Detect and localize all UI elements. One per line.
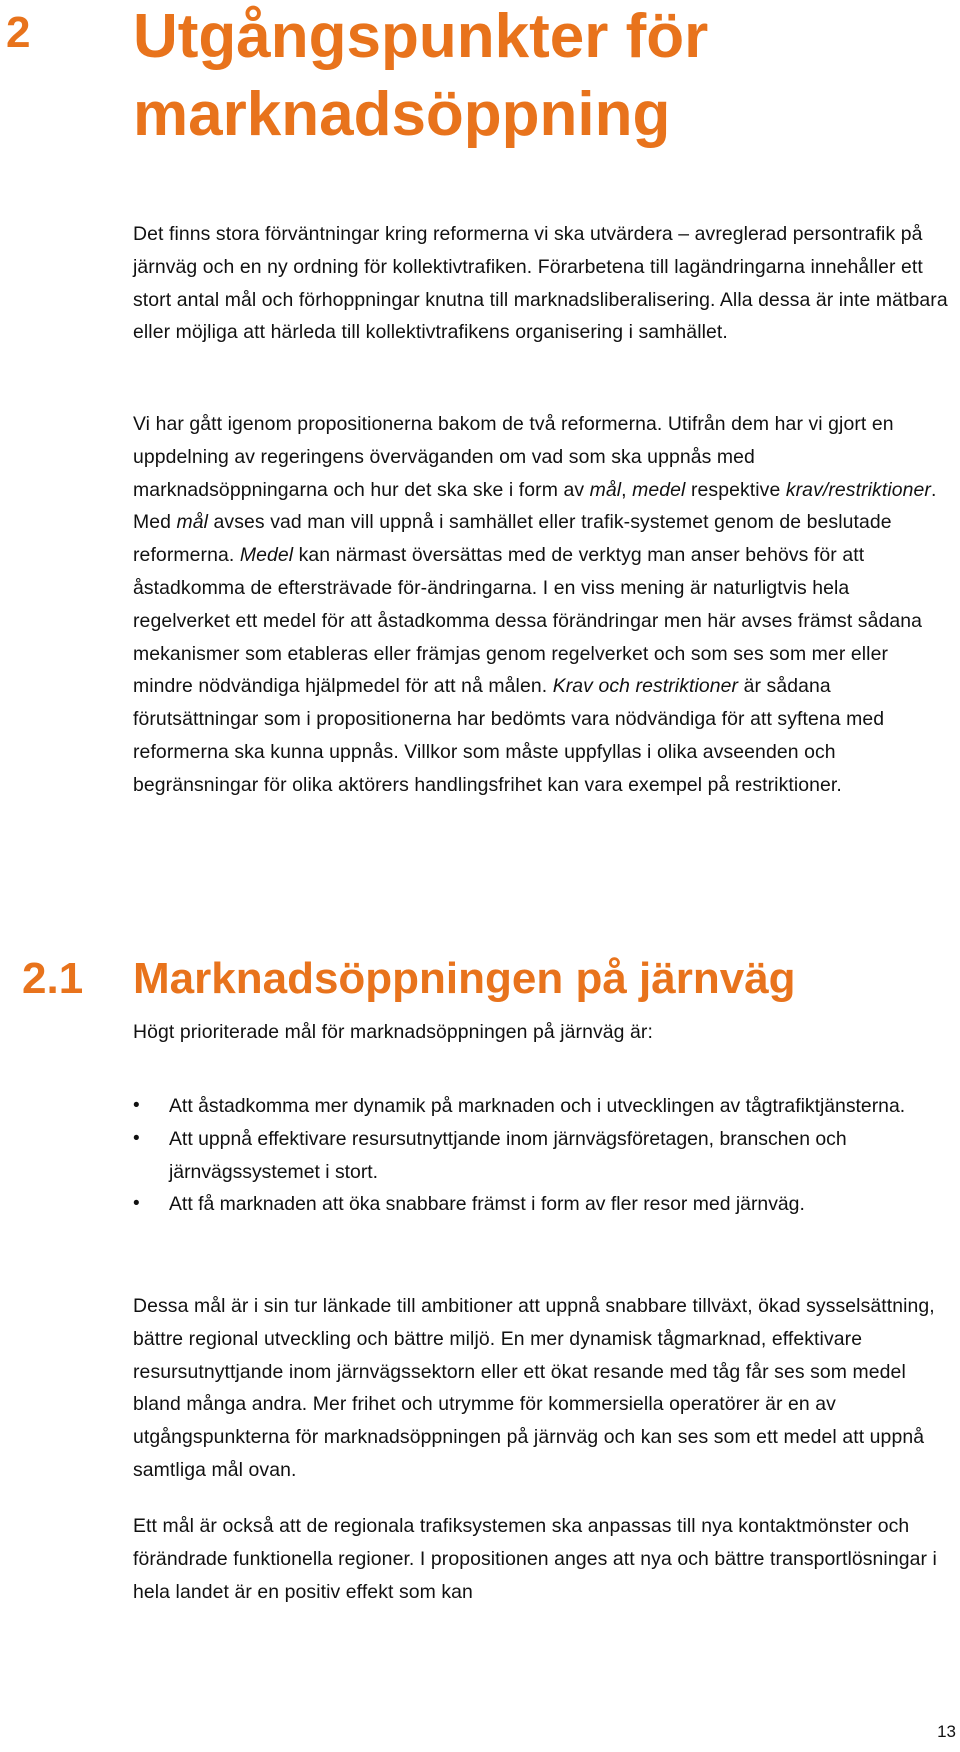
- list-item: [133, 1123, 933, 1189]
- section-title: Marknadsöppningen på järnväg: [133, 954, 796, 1003]
- term-krav: Krav och restriktioner: [552, 675, 739, 698]
- text-run: respektive: [685, 478, 786, 501]
- term-mal: mål: [176, 511, 209, 534]
- text-run: avses vad man vill uppnå i samhället eller trafik-systemet genom de beslutade reformerna.: [133, 511, 892, 567]
- text-run: . Med: [133, 478, 937, 534]
- intro-paragraph-2: [133, 408, 951, 802]
- term-mal: mål: [589, 478, 622, 501]
- list-item-text: Att åstadkomma mer dynamik på marknaden och i utvecklingen av tågtrafiktjänsterna.: [169, 1095, 906, 1117]
- page-number: 13: [937, 1722, 956, 1741]
- chapter-title: Utgångspunkter för marknadsöppning: [133, 2, 709, 149]
- text-run: ,: [621, 478, 633, 501]
- chapter-number: 2: [6, 8, 31, 57]
- list-item-text: Att uppnå effektivare resursutnyttjande inom järnvägsföretagen, branschen och järnvägssystemet i stort.: [169, 1127, 847, 1183]
- text-run: kan närmast översättas med de verktyg man anser behövs för att åstadkomma de eftersträvade för-ändringarna. I en viss mening är naturligtvis hela regelverket ett medel för att åstadkomma dessa förändringar men här avses främst sådana mekanismer som etableras eller främjas genom regelverket och som ses som mer eller mindre nödvändiga hjälpmedel för att nå målen.: [133, 544, 923, 698]
- text-run: är sådana förutsättningar som i propositionerna har bedömts vara nödvändiga för att syftena med reformerna ska kunna uppnås. Villkor som måste uppfyllas i olika avseenden och begränsningar för olika aktörers handlingsfrihet kan vara exempel på restriktioner.: [133, 675, 885, 796]
- section-number: 2.1: [22, 954, 84, 1003]
- list-item: [133, 1090, 933, 1123]
- intro-paragraph-1: Det finns stora förväntningar kring reformerna vi ska utvärdera – avreglerad persontrafik på järnväg och en ny ordning för kollektivtrafiken. Förarbetena till lagändringarna innehåller ett stort antal mål och förhoppningar knutna till marknadsliberalisering. Alla dessa är inte mätbara eller möjliga att härleda till kollektivtrafikens organisering i samhället.: [133, 223, 948, 344]
- list-item-text: Att få marknaden att öka snabbare främst i form av fler resor med järnväg.: [169, 1193, 805, 1216]
- term-medel: medel: [632, 478, 686, 501]
- paragraph-3: Dessa mål är i sin tur länkade till ambitioner att uppnå snabbare tillväxt, ökad sysselsättning, bättre regional utveckling och bättre miljö. En mer dynamisk tågmarknad, effektivare resursutnyttjande inom järnvägssektorn eller ett ökat resande med tåg får ses som medel bland många andra. Mer frihet och utrymme för kommersiella operatörer är en av utgångspunkterna för marknadsöppningen på järnväg och kan ses som ett medel att uppnå samtliga mål ovan.: [133, 1295, 935, 1481]
- paragraph-4: Ett mål är också att de regionala trafiksystemen ska anpassas till nya kontaktmönster och förändrade funktionella regioner. I propositionen anges att nya och bättre transportlösningar i hela landet är en positiv effekt som kan: [133, 1515, 937, 1603]
- term-medel: Medel: [239, 544, 294, 567]
- text-run: Vi har gått igenom propositionerna bakom de två reformerna. Utifrån dem har vi gjort en uppdelning av regeringens överväganden om vad som ska uppnås med marknadsöppningarna och hur det ska ske i form av: [133, 413, 894, 501]
- bullet-icon: •: [133, 1193, 140, 1215]
- section-lead: Högt prioriterade mål för marknadsöppningen på järnväg är:: [133, 1021, 653, 1043]
- bullet-icon: •: [133, 1095, 140, 1116]
- goal-list: [133, 1090, 933, 1221]
- bullet-icon: •: [133, 1127, 140, 1149]
- term-krav: krav/restriktioner: [785, 478, 931, 501]
- list-item: [133, 1188, 933, 1221]
